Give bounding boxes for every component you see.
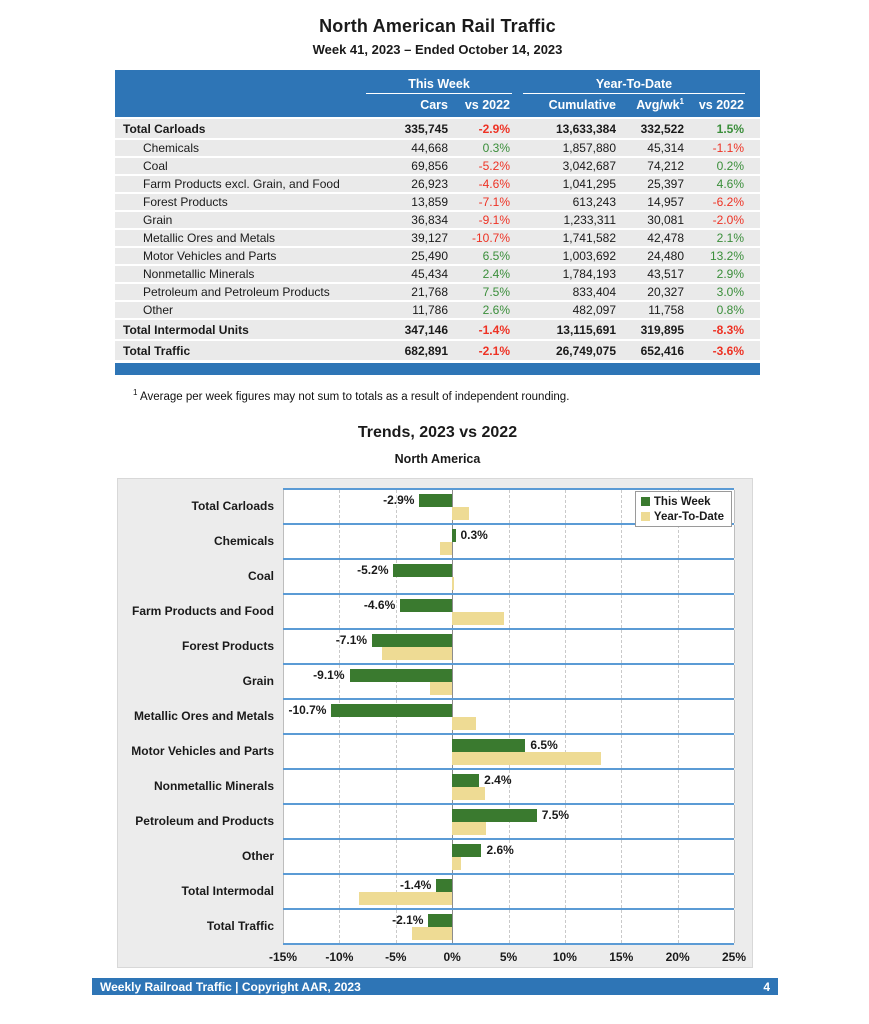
- gridline: [283, 525, 284, 558]
- ytd-vs2022-value: 13.2%: [709, 249, 744, 263]
- avg-per-week-value: 24,480: [647, 249, 684, 263]
- this-week-vs2022-value: 7.5%: [482, 285, 510, 299]
- chart-category-label: Petroleum and Products: [135, 813, 274, 828]
- table-row: [115, 176, 760, 192]
- this-week-vs2022-value: -1.4%: [478, 322, 510, 337]
- legend-label: This Week: [653, 495, 711, 508]
- this-week-bar: [452, 809, 537, 822]
- year-to-date-bar: [452, 717, 476, 730]
- gridline: [283, 560, 284, 593]
- table-row: [115, 119, 760, 138]
- avg-per-week-value: 319,895: [640, 322, 684, 337]
- this-week-vs2022-value: 2.6%: [482, 303, 510, 317]
- chart-title: Trends, 2023 vs 2022: [357, 424, 518, 441]
- gridline: [734, 595, 735, 628]
- gridline: [678, 700, 679, 733]
- this-week-vs2022-value: -10.7%: [471, 231, 510, 245]
- commodity-name: Forest Products: [143, 195, 228, 209]
- cars-value: 25,490: [411, 249, 448, 263]
- gridline: [734, 875, 735, 908]
- gridline: [283, 805, 284, 838]
- chart-band: [283, 698, 734, 733]
- gridline: [339, 595, 340, 628]
- gridline: [565, 665, 566, 698]
- table-row: [115, 140, 760, 156]
- gridline: [283, 735, 284, 768]
- chart-band: [283, 908, 734, 943]
- gridline: [509, 630, 510, 663]
- cars-value: 44,668: [411, 141, 448, 155]
- cumulative-value: 13,633,384: [555, 121, 616, 136]
- this-week-vs2022-value: 0.3%: [482, 141, 510, 155]
- zero-axis-line: [452, 875, 453, 908]
- table-row: [115, 248, 760, 264]
- ytd-vs2022-value: -8.3%: [712, 322, 744, 337]
- table-row: [115, 194, 760, 210]
- chart-category-label: Forest Products: [181, 638, 274, 653]
- year-to-date-bar: [452, 822, 486, 835]
- x-axis-tick-label: 25%: [721, 950, 747, 964]
- table-row: [115, 302, 760, 318]
- chart-band: [283, 488, 734, 523]
- this-week-bar: [428, 914, 452, 927]
- page-title: North American Rail Traffic: [319, 16, 556, 36]
- chart-category-label: Grain: [242, 673, 274, 688]
- cumulative-value: 1,041,295: [562, 177, 616, 191]
- year-to-date-bar: [452, 507, 469, 520]
- page-subtitle: Week 41, 2023 – Ended October 14, 2023: [312, 42, 563, 57]
- gridline: [621, 875, 622, 908]
- legend-entry: [641, 494, 724, 509]
- x-axis-tick-label: -10%: [325, 950, 354, 964]
- ytd-vs2022-value: 2.1%: [716, 231, 744, 245]
- chart-category-label: Total Carloads: [191, 498, 274, 513]
- x-axis-tick-label: -15%: [268, 950, 297, 964]
- gridline: [734, 910, 735, 943]
- table-row: [115, 230, 760, 246]
- gridline: [734, 840, 735, 873]
- table-row: [115, 266, 760, 282]
- cars-value: 13,859: [411, 195, 448, 209]
- avg-per-week-value: 30,081: [647, 213, 684, 227]
- table-group-header-row: [115, 70, 760, 94]
- avg-per-week-value: 43,517: [647, 267, 684, 281]
- ytd-vs2022-value: 2.9%: [716, 267, 744, 281]
- commodity-name: Grain: [143, 213, 173, 227]
- ytd-vs2022-value: 4.6%: [716, 177, 744, 191]
- this-week-vs2022-value: -9.1%: [478, 213, 510, 227]
- chart-category-label: Motor Vehicles and Parts: [131, 743, 274, 758]
- cumulative-value: 833,404: [572, 285, 616, 299]
- year-to-date-bar: [430, 682, 453, 695]
- gridline: [283, 630, 284, 663]
- year-to-date-group-header: Year-To-Date: [523, 77, 745, 94]
- cars-value: 11,786: [412, 303, 448, 317]
- chart-category-label: Coal: [247, 568, 274, 583]
- commodity-name: Total Carloads: [123, 121, 206, 136]
- avg-per-week-value: 332,522: [640, 121, 684, 136]
- gridline: [734, 490, 735, 523]
- gridline: [678, 910, 679, 943]
- cumulative-value: 1,857,880: [562, 141, 616, 155]
- this-week-vs2022-value: -7.1%: [478, 195, 510, 209]
- gridline: [621, 805, 622, 838]
- ytd-vs2022-value: -3.6%: [712, 343, 744, 358]
- gridline: [283, 490, 284, 523]
- commodity-name: Nonmetallic Minerals: [143, 267, 255, 281]
- chart-band: [283, 768, 734, 803]
- table-bottom-bar: [115, 363, 760, 375]
- chart-band: [283, 838, 734, 873]
- gridline: [678, 840, 679, 873]
- commodity-name: Chemicals: [143, 141, 200, 155]
- chart-band: [283, 628, 734, 663]
- bar-value-label: -10.7%: [288, 703, 327, 717]
- bar-value-label: -5.2%: [357, 563, 389, 577]
- gridline: [621, 630, 622, 663]
- gridline: [734, 700, 735, 733]
- year-to-date-bar: [452, 787, 485, 800]
- this-week-legend-swatch: [641, 497, 650, 506]
- bar-value-label: -2.9%: [383, 493, 415, 507]
- gridline: [621, 560, 622, 593]
- legend-entry: [641, 509, 724, 524]
- gridline: [621, 770, 622, 803]
- bar-value-label: 0.3%: [460, 528, 488, 542]
- gridline: [678, 560, 679, 593]
- gridline: [678, 875, 679, 908]
- avg-per-week-value: 74,212: [647, 159, 684, 173]
- cumulative-value: 13,115,691: [556, 322, 616, 337]
- table-body: [115, 119, 760, 360]
- gridline: [565, 700, 566, 733]
- gridline: [734, 735, 735, 768]
- this-week-vs2022-value: -4.6%: [478, 177, 510, 191]
- gridline: [734, 770, 735, 803]
- gridline: [565, 630, 566, 663]
- gridline: [339, 560, 340, 593]
- gridline: [283, 875, 284, 908]
- cars-value: 682,891: [404, 343, 448, 358]
- gridline: [396, 595, 397, 628]
- gridline: [621, 525, 622, 558]
- chart-legend: [635, 491, 732, 527]
- avg-per-week-value: 42,478: [647, 231, 684, 245]
- ytd-vs2022-value: -1.1%: [712, 141, 744, 155]
- gridline: [509, 560, 510, 593]
- footer-text: Weekly Railroad Traffic | Copyright AAR, 2023: [100, 979, 361, 994]
- gridline: [283, 700, 284, 733]
- gridline: [339, 910, 340, 943]
- gridline: [678, 735, 679, 768]
- cumulative-value: 1,741,582: [562, 231, 616, 245]
- cars-value: 39,127: [411, 231, 448, 245]
- gridline: [678, 805, 679, 838]
- gridline: [565, 875, 566, 908]
- table-row: [115, 158, 760, 174]
- chart-band: [283, 663, 734, 698]
- avg-per-week-value: 45,314: [647, 141, 684, 155]
- gridline: [396, 840, 397, 873]
- bar-value-label: 2.6%: [486, 843, 514, 857]
- gridline: [339, 805, 340, 838]
- avg-per-week-value: 25,397: [647, 177, 684, 191]
- ytd-vs2022-value: 0.2%: [716, 159, 744, 173]
- cars-value: 335,745: [404, 121, 448, 136]
- cumulative-value: 613,243: [572, 195, 616, 209]
- chart-category-label: Metallic Ores and Metals: [133, 708, 274, 723]
- avg-per-week-value: 652,416: [640, 343, 684, 358]
- chart-band: [283, 733, 734, 768]
- gridline: [565, 560, 566, 593]
- cars-value: 45,434: [411, 267, 448, 281]
- table-row: [115, 341, 760, 360]
- gridline: [509, 595, 510, 628]
- gridline: [621, 665, 622, 698]
- document-header: [115, 16, 760, 57]
- this-week-bar: [372, 634, 452, 647]
- gridline: [396, 735, 397, 768]
- gridline: [621, 595, 622, 628]
- table-header: [115, 70, 760, 117]
- gridline: [396, 805, 397, 838]
- zero-axis-line: [452, 665, 453, 698]
- gridline: [621, 700, 622, 733]
- chart-category-label: Total Traffic: [206, 918, 274, 933]
- chart-band: [283, 803, 734, 838]
- gridline: [509, 490, 510, 523]
- bar-value-label: -4.6%: [363, 598, 396, 612]
- gridline: [283, 910, 284, 943]
- gridline: [678, 665, 679, 698]
- avg-per-week-value: 20,327: [647, 285, 684, 299]
- year-to-date-legend-swatch: [641, 512, 650, 521]
- rail-traffic-table: [115, 70, 760, 375]
- bar-value-label: -7.1%: [335, 633, 368, 647]
- chart-band: [283, 523, 734, 558]
- bar-value-label: -2.1%: [392, 913, 424, 927]
- chart-category-label: Farm Products and Food: [131, 603, 274, 618]
- table-column-header-row: [115, 94, 760, 117]
- gridline: [339, 840, 340, 873]
- x-axis-tick-label: 15%: [609, 950, 634, 964]
- cars-value: 69,856: [411, 159, 448, 173]
- bar-value-label: 6.5%: [530, 738, 558, 752]
- this-week-bar: [436, 879, 452, 892]
- commodity-name: Metallic Ores and Metals: [143, 231, 276, 245]
- gridline: [509, 525, 510, 558]
- commodity-name: Coal: [143, 159, 168, 173]
- ytd-vs2022-value: -6.2%: [712, 195, 744, 209]
- avg-per-week-column-header: Avg/$wk^1$: [636, 96, 684, 113]
- gridline: [678, 770, 679, 803]
- x-axis-tick-label: -5%: [385, 950, 407, 964]
- table-footnote: [133, 388, 569, 403]
- page-number: 4: [763, 979, 770, 994]
- cumulative-value: 1,233,311: [563, 213, 616, 227]
- ytd-vs2022-value: 3.0%: [716, 285, 744, 299]
- gridline: [396, 525, 397, 558]
- x-axis-tick-label: 5%: [499, 950, 518, 964]
- gridline: [734, 630, 735, 663]
- this-week-vs2022-value: 2.4%: [482, 267, 510, 281]
- x-axis: [268, 943, 747, 969]
- gridline: [565, 490, 566, 523]
- bar-value-label: -1.4%: [399, 878, 432, 892]
- gridline: [621, 490, 622, 523]
- table-row: [115, 320, 760, 339]
- table-row: [115, 212, 760, 228]
- commodity-name: Other: [143, 303, 174, 317]
- chart-band: [283, 558, 734, 593]
- bar-value-label: 2.4%: [484, 773, 512, 787]
- this-week-vs2022-column-header: vs 2022: [464, 97, 510, 112]
- gridline: [678, 525, 679, 558]
- this-week-bar: [331, 704, 452, 717]
- cumulative-value: 482,097: [572, 303, 616, 317]
- gridline: [339, 525, 340, 558]
- zero-axis-line: [452, 630, 453, 663]
- avg-per-week-value: 14,957: [647, 195, 684, 209]
- gridline: [678, 630, 679, 663]
- this-week-bar: [452, 844, 481, 857]
- gridline: [283, 595, 284, 628]
- gridline: [621, 910, 622, 943]
- this-week-bar: [350, 669, 453, 682]
- legend-label: Year-To-Date: [653, 510, 724, 523]
- gridline: [565, 525, 566, 558]
- cumulative-value: 26,749,075: [555, 343, 616, 358]
- this-week-bar: [452, 774, 479, 787]
- chart-category-label: Nonmetallic Minerals: [153, 778, 274, 793]
- gridline: [734, 525, 735, 558]
- trends-bar-chart: [117, 478, 753, 968]
- commodity-name: Petroleum and Petroleum Products: [143, 285, 330, 299]
- this-week-bar: [393, 564, 452, 577]
- commodity-name: Total Intermodal Units: [123, 322, 249, 337]
- avgwk-footnote-marker: 1: [679, 96, 684, 106]
- gridline: [283, 840, 284, 873]
- year-to-date-bar: [452, 857, 461, 870]
- cumulative-value: 1,003,692: [562, 249, 616, 263]
- bar-value-label: 7.5%: [541, 808, 570, 822]
- commodity-name: Total Traffic: [123, 343, 191, 358]
- gridline: [565, 910, 566, 943]
- gridline: [621, 735, 622, 768]
- bar-value-label: -9.1%: [313, 668, 345, 682]
- chart-category-label: Total Intermodal: [181, 883, 274, 898]
- gridline: [565, 770, 566, 803]
- cars-value: 21,768: [411, 285, 448, 299]
- gridline: [339, 490, 340, 523]
- cumulative-value: 3,042,687: [562, 159, 616, 173]
- cars-value: 26,923: [411, 177, 448, 191]
- year-to-date-bar: [440, 542, 452, 555]
- gridline: [509, 665, 510, 698]
- chart-band: [283, 873, 734, 908]
- gridline: [283, 770, 284, 803]
- gridline: [565, 840, 566, 873]
- cars-value: 347,146: [404, 322, 448, 337]
- cumulative-value: 1,784,193: [562, 267, 616, 281]
- this-week-vs2022-value: -2.1%: [478, 343, 510, 358]
- ytd-vs2022-value: 1.5%: [716, 121, 744, 136]
- gridline: [565, 595, 566, 628]
- gridline: [678, 595, 679, 628]
- table-row: [115, 284, 760, 300]
- this-week-bar: [452, 529, 455, 542]
- commodity-name: Farm Products excl. Grain, and Food: [143, 177, 340, 191]
- x-axis-tick-label: 0%: [443, 950, 461, 964]
- chart-subtitle: North America: [394, 452, 481, 466]
- chart-band: [283, 593, 734, 628]
- chart-category-label: Chemicals: [213, 533, 274, 548]
- commodity-name: Motor Vehicles and Parts: [143, 249, 277, 263]
- this-week-group-header: This Week: [366, 77, 512, 94]
- gridline: [339, 735, 340, 768]
- cars-column-header: Cars: [420, 97, 448, 112]
- year-to-date-bar: [452, 752, 601, 765]
- gridline: [339, 770, 340, 803]
- footnote-marker: 1: [133, 388, 138, 397]
- gridline: [621, 840, 622, 873]
- this-week-bar: [452, 739, 525, 752]
- chart-category-label: Other: [241, 848, 274, 863]
- year-to-date-bar: [452, 577, 454, 590]
- ytd-vs2022-column-header: vs 2022: [698, 97, 744, 112]
- year-to-date-bar: [452, 612, 504, 625]
- chart-plot-grid: [118, 488, 747, 969]
- gridline: [509, 910, 510, 943]
- avg-per-week-value: 11,758: [648, 303, 684, 317]
- gridline: [396, 770, 397, 803]
- this-week-vs2022-value: -2.9%: [478, 121, 510, 136]
- cumulative-column-header: Cumulative: [548, 97, 616, 112]
- footnote-text: Average per week figures may not sum to totals as a result of independent rounding.: [137, 390, 570, 403]
- gridline: [734, 805, 735, 838]
- gridline: [734, 560, 735, 593]
- cars-value: 36,834: [411, 213, 448, 227]
- gridline: [509, 875, 510, 908]
- year-to-date-bar: [382, 647, 452, 660]
- this-week-bar: [419, 494, 452, 507]
- x-axis-tick-label: 20%: [665, 950, 690, 964]
- gridline: [339, 875, 340, 908]
- page-footer-bar: [92, 978, 778, 995]
- ytd-vs2022-value: -2.0%: [712, 213, 744, 227]
- zero-axis-line: [452, 910, 453, 943]
- this-week-vs2022-value: -5.2%: [478, 159, 510, 173]
- ytd-vs2022-value: 0.8%: [716, 303, 744, 317]
- this-week-vs2022-value: 6.5%: [482, 249, 510, 263]
- gridline: [283, 665, 284, 698]
- x-axis-tick-label: 10%: [552, 950, 577, 964]
- this-week-bar: [400, 599, 452, 612]
- gridline: [734, 665, 735, 698]
- gridline: [509, 700, 510, 733]
